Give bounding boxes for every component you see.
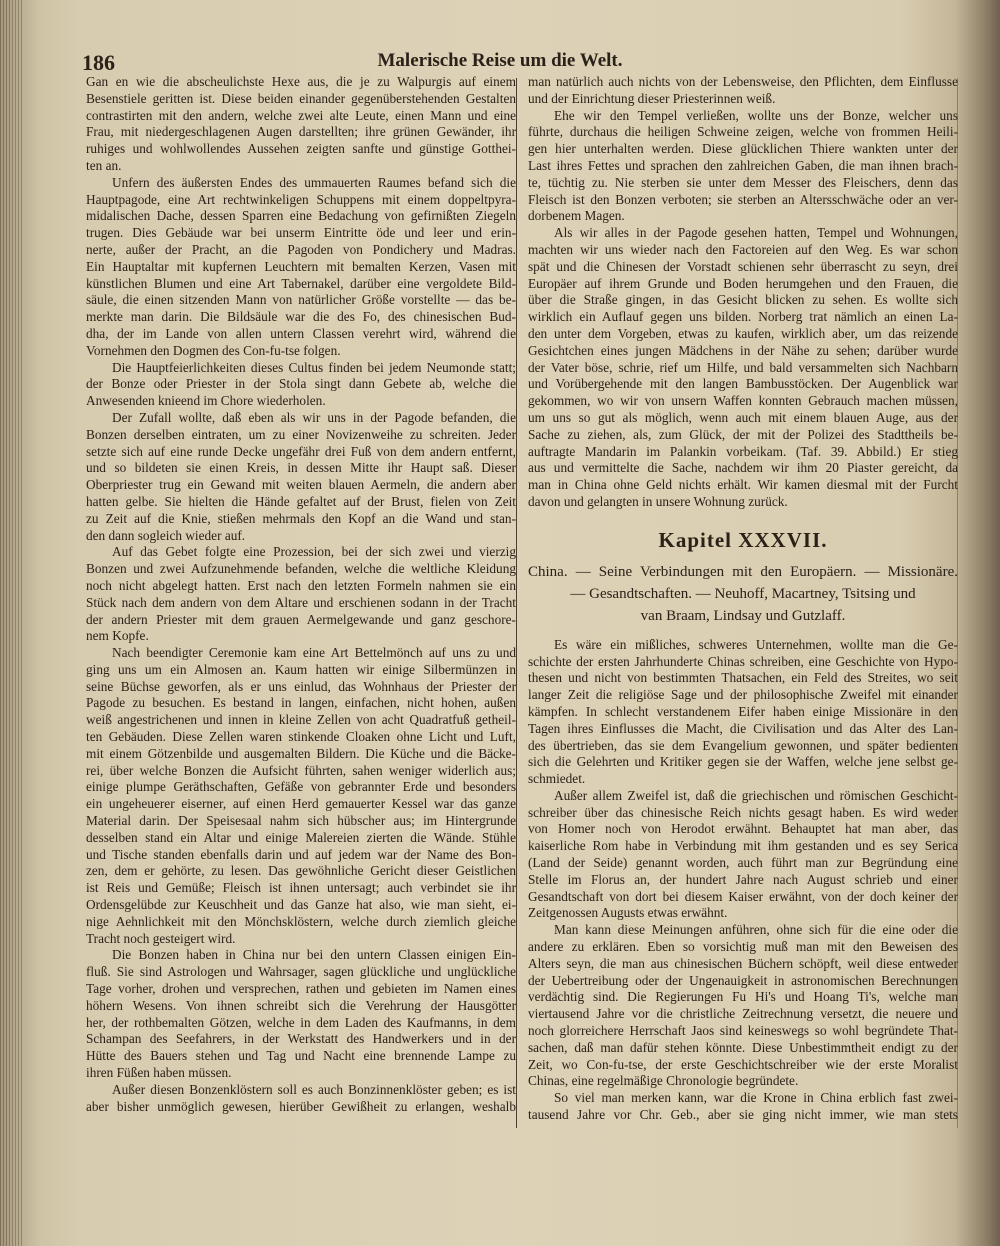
text-line: Auf das Gebet folgte eine Prozession, bei der sich zwei und vierzig <box>112 544 516 560</box>
text-line: Material darin. Der Speisesaal nahm sich hübscher aus; im Hintergrunde <box>86 813 516 829</box>
text-line: Hütte des Bauers stehen und Tag und Nacht eine brennende Lampe zu <box>86 1048 516 1064</box>
text-line: desselben stand ein Altar und einige Malereien zierten die Wände. Stühle <box>86 829 516 845</box>
text-line: der andern Priester mit dem grauen Aermelgewande und ganz geschore- <box>86 611 516 627</box>
text-line: und der Einrichtung dieser Priesterinnen weiß. <box>528 90 776 106</box>
column-divider <box>516 78 517 1128</box>
text-line: wirklich ein Auflauf gegen uns bilden. Norberg trat nämlich an einen La- <box>528 309 958 325</box>
text-line: Last ihres Fettes und sprachen den zahlreichen Gaben, die man ihnen brach- <box>528 157 958 173</box>
paragraph <box>86 645 516 947</box>
text-line: Anwesenden knieend im Chore wiederholen. <box>86 393 326 409</box>
text-line: langer Zeit die religiöse Sage und der philosophische Zweifel mit einander <box>528 687 958 703</box>
paragraph <box>528 108 958 226</box>
text-line: setzte sich auf eine runde Decke ungefähr drei Fuß von dem andern entfernt, <box>86 443 516 459</box>
text-line: nem Kopfe. <box>86 628 149 644</box>
text-line: Unfern des äußersten Endes des ummauerten Raumes befand sich die <box>112 174 516 190</box>
text-line: den unter dem Vorgeben, etwas zu kaufen, wirklich aber, um das reizende <box>528 325 958 341</box>
text-line: Die Bonzen haben in China nur bei den untern Classen einigen Ein- <box>112 947 516 963</box>
text-line: thesen und nicht von bestimmten Thatsachen, ein Feld des Streites, wo seit <box>528 670 958 686</box>
text-line: Zeit, wo Con-fu-tse, der erste Geschichtschreiber wie der erste Moralist <box>528 1056 958 1072</box>
paragraph <box>528 637 958 788</box>
right-column-text-after <box>528 637 958 1124</box>
paragraph <box>86 74 516 175</box>
paragraph <box>86 410 516 544</box>
text-line: und Vorübergehende mit den langen Bambusstöcken. Der Augenblick war <box>528 376 958 392</box>
text-line: dha, der im Lande von allen untern Classen verehrt wird, während die <box>86 325 516 341</box>
left-column <box>86 74 516 1115</box>
text-line: man natürlich auch nichts von der Lebensweise, den Pflichten, dem Einflusse <box>528 74 958 89</box>
text-line: aus und vermittelte die Sache, nachdem wir ihm 20 Piaster gereicht, da <box>528 460 958 476</box>
text-line: Gesichtchen eines jungen Mädchens in der Nähe zu sehen; darüber wurde <box>528 342 958 358</box>
text-line: fluß. Sie sind Astrologen und Wahrsager, sagen glückliche und unglückliche <box>86 964 516 980</box>
text-line: führte, durchaus die heiligen Schweine zeigen, welche von frommen Heili- <box>528 124 958 140</box>
text-line: Gesandtschaft von dort bei diesem Kaiser erwähnt, von der doch keiner der <box>528 888 958 904</box>
text-line: contrastirten mit den andern, welche zwei alte Leute, einen Mann und eine <box>86 107 516 123</box>
text-line: gekommen, wo wir von unsern Waffen konnten Gebrauch machen müssen, <box>528 393 958 409</box>
text-line: man in China ohne Geld nichts erhält. Wir kamen diesmal mit der Furcht <box>528 477 958 493</box>
text-line: Es wäre ein mißliches, schweres Unternehmen, wollte man die Ge- <box>554 636 958 652</box>
text-line: der Vater böse, schrie, rief um Hilfe, und bald versammelten sich Nachbarn <box>528 359 958 375</box>
text-line: Frau, mit niedergeschlagenen Augen darstellten; ihre grünen Gewänder, ihr <box>86 124 516 140</box>
text-line: weiß angestrichenen und innen in kleine Zellen von acht Quadratfuß getheil- <box>86 712 516 728</box>
right-column <box>528 74 958 1124</box>
text-line: midalischen Dache, dessen Sparren eine Bedachung von gefirnißten Ziegeln <box>86 208 516 224</box>
text-line: Stück nach dem andern von dem Altare und erschienen sodann in der Tracht <box>86 594 516 610</box>
paragraph <box>86 544 516 645</box>
text-line: seine Büchse geworfen, als er uns einlud, das Wohnhaus der Priester der <box>86 678 516 694</box>
text-line: den dann sogleich wieder auf. <box>86 527 246 543</box>
text-line: ein ungeheuerer eiserner, auf einen Herd gemauerter Kessel war das ganze <box>86 796 516 812</box>
text-line: schreiber über das chinesische Reich nichts gesagt haben. Es wird weder <box>528 804 958 820</box>
text-line: schmiedet. <box>528 771 586 787</box>
text-line: und Tische standen ebenfalls darin und auf jedem war der Name des Bon- <box>86 846 516 862</box>
chapter-heading: Kapitel XXXVII. <box>658 527 828 552</box>
text-line: kämpfen. In schlecht verstandenem Eifer haben einige Missionäre in den <box>528 703 958 719</box>
text-line: der Uebertreibung oder der Ungenauigkeit in astronomischen Berechnungen <box>528 972 958 988</box>
text-line: Hauptpagode, eine Art rechtwinkeligen Schuppens mit einem doppeltpyra- <box>86 191 516 207</box>
text-line: hatten gelbe. Sie hielten die Hände gefaltet auf der Brust, fielen von Zeit <box>86 493 516 509</box>
text-line: höhern Wesens. Von ihnen schreibt sich die Verehrung der Hausgötter <box>86 997 516 1013</box>
text-line: Nach beendigter Ceremonie kam eine Art Bettelmönch auf uns zu und <box>112 645 516 661</box>
page-number: 186 <box>82 50 115 75</box>
text-line: spät und die Chinesen der Vorstadt schienen sehr überrascht zu seyn, drei <box>528 258 958 274</box>
text-line: zu Zeit auf die Knie, stießen mehrmals den Kopf an die Wand und stan- <box>86 510 516 526</box>
text-line: Ehe wir den Tempel verließen, wollte uns der Bonze, welcher uns <box>554 107 958 123</box>
text-line: Die Hauptfeierlichkeiten dieses Cultus finden bei jedem Neumonde statt; <box>112 359 516 375</box>
text-line: Besenstiele geritten ist. Diese beiden einander gegenüberstehenden Gestalten <box>86 90 516 106</box>
text-line: Der Zufall wollte, daß eben als wir uns in der Pagode befanden, die <box>112 409 516 425</box>
text-line: Tracht noch gesteigert wird. <box>86 930 236 946</box>
chapter-subtitle-line: van Braam, Lindsay und Gutzlaff. <box>640 607 846 624</box>
text-line: Tage vorher, drohen und versprechen, rathen und gebieten im Namen eines <box>86 981 516 997</box>
text-line: sachen, daß man dafür stehen könnte. Diese Unbestimmtheit endigt zu der <box>528 1039 958 1055</box>
text-line: nerte, außer der Pracht, an die Pagoden von Pondichery und Madras. <box>86 241 516 257</box>
text-line: aber bisher unmöglich gewesen, hierüber Gewißheit zu erlangen, weshalb <box>86 1098 516 1114</box>
text-line: tausend Jahre vor Chr. Geb., aber sie ging nicht immer, wie man stets <box>528 1107 958 1123</box>
text-line: Außer allem Zweifel ist, daß die griechischen und römischen Geschicht- <box>554 787 958 803</box>
text-line: nige Aehnlichkeit mit den Mönchsklöstern, welche durch ziemlich gleiche <box>86 913 516 929</box>
text-line: zen, dem er gehörte, zu lesen. Das gewöhnliche Gericht dieser Geistlichen <box>86 863 516 879</box>
text-line: Ordensgelübde zur Keuschheit und das Ganze hat also, wie man sieht, ei- <box>86 897 516 913</box>
paragraph <box>528 1090 958 1124</box>
text-line: ihren Füßen haben müssen. <box>86 1065 232 1081</box>
text-line: Bonzen derselben eintraten, um zu einer Novizenweihe zu schreiten. Jeder <box>86 426 516 442</box>
text-line: So viel man merken kann, war die Krone in China erblich fast zwei- <box>554 1090 958 1106</box>
text-line: Gan en wie die abscheulichste Hexe aus, die je zu Walpurgis auf einem <box>86 74 516 89</box>
text-line: ging uns um ein Almosen an. Kaum hatten wir einige Silbermünzen in <box>86 661 516 677</box>
text-line: schichte der ersten Jahrhunderte Chinas schreiben, eine Geschichte von Hypo- <box>528 653 958 669</box>
text-line: einige plumpe Geräthschaften, Gefäße von gebrannter Erde und besonders <box>86 779 516 795</box>
paragraph <box>528 788 958 922</box>
text-line: Ein Hauptaltar mit kupfernen Leuchtern mit bemalten Kerzen, Vasen mit <box>86 258 516 274</box>
text-line: Zeitgenossen Augusts etwas erwähnt. <box>528 905 728 921</box>
text-line: säule, die einen sitzenden Mann von natürlicher Größe vorstellte — das be- <box>86 292 516 308</box>
text-line: (Land der Seide) genannt worden, auch führt man zur Begründung eine <box>528 855 958 871</box>
text-line: Bonzen und zwei Aufzunehmende befanden, welche die weltliche Kleidung <box>86 561 516 577</box>
text-line: von Homer noch von Herodot erwähnt. Behauptet hat man aber, das <box>528 821 958 837</box>
text-line: des übertrieben, das sie dem Evangelium gewonnen, und später bedienten <box>528 737 958 753</box>
text-line: machten wir uns wieder nach den Factoreien auf den Weg. Es war schon <box>528 241 958 257</box>
text-line: noch nicht abgelegt hatten. Erst nach den letzten Formeln nahmen sie ein <box>86 577 516 593</box>
text-line: dorbenem Magen. <box>528 208 625 224</box>
paragraph <box>528 74 958 108</box>
text-line: Chinas, eine regelmäßige Chronologie begründete. <box>528 1073 799 1089</box>
text-line: verdächtig sind. Die Regierungen Fu Hi's und Hoang Ti's, welche man <box>528 989 958 1005</box>
text-line: auftragte Mandarin im Palankin vorbeikam. (Taf. 39. Abbild.) Er stieg <box>528 443 958 459</box>
text-line: andere zu erklären. Eben so vorsichtig muß man mit den Beweisen des <box>528 939 958 955</box>
text-line: der Bonze oder Priester in der Stola singt dann Gebete ab, welche die <box>86 376 516 392</box>
paragraph <box>86 1082 516 1116</box>
text-line: Stelle im Florus an, der hundert Jahre nach August schrieb und einer <box>528 871 958 887</box>
text-line: Oberpriester trug ein Gewand mit weiten blauen Aermeln, die andern aber <box>86 477 516 493</box>
text-line: sich die Gelehrten und Kritiker gegen sie der Waffen, welche jene selbst ge- <box>528 754 958 770</box>
paragraph <box>528 922 958 1090</box>
text-line: Schampan des Seefahrers, in der Werkstatt des Handwerkers und in der <box>86 1031 516 1047</box>
paragraph <box>86 947 516 1081</box>
text-line: Europäer auf ihrem Grunde und Boden herumgehen und den Frauen, die <box>528 275 958 291</box>
chapter-subtitle-line: China. — Seine Verbindungen mit den Europäern. — Missionäre. <box>528 563 958 580</box>
text-line: ist Reis und Gemüße; Fleisch ist ihnen untersagt; auch verbindet sie ihr <box>86 880 516 896</box>
text-line: um uns so gut als möglich, wenn auch mit einem blauen Auge, aus der <box>528 409 958 425</box>
paragraph <box>86 175 516 360</box>
text-line: Pagode zu besuchen. Es bestand in langen, einfachen, nicht hohen, außen <box>86 695 516 711</box>
text-line: merkte man darin. Die Bildsäule war die des Fo, des chinesischen Bud- <box>86 309 516 325</box>
text-line: trugen. Dies Gebäude war bei unserm Eintritte öde und leer und erin- <box>86 225 516 241</box>
right-column-text-before <box>528 74 958 511</box>
text-line: davon und gelangten in unsere Wohnung zurück. <box>528 493 788 509</box>
text-line: ruhiges und wohlwollendes Aussehen zeigten sanfte und günstige Gotthei- <box>86 141 516 157</box>
text-line: Sache zu ziehen, als, zum Glück, der mit der Polizei des Stadttheils be- <box>528 426 958 442</box>
paragraph <box>86 360 516 410</box>
chapter-subtitle <box>528 561 958 627</box>
text-line: kaiserliche Rom habe in Verbindung mit ihm gestanden und es sey Serica <box>528 838 958 854</box>
text-line: künstlichen Blumen und eine Art Tabernakel, darüber eine vergoldete Bild- <box>86 275 516 291</box>
text-line: Vornehmen den Dogmen des Con-fu-tse folgen. <box>86 342 341 358</box>
page-stack-edge <box>0 0 22 1246</box>
text-line: mit einem Götzenbilde und ausgemalten Bildern. Die Küche und die Bäcke- <box>86 745 516 761</box>
text-line: gen hier unterhalten werden. Diese glücklichen Thiere wankten unter der <box>528 141 958 157</box>
text-line: über die Straße gingen, in das Gesicht blicken zu sehen. Es wollte sich <box>528 292 958 308</box>
text-line: Man kann diese Meinungen anführen, ohne sich für die eine oder die <box>554 922 958 938</box>
text-line: Außer diesen Bonzenklöstern soll es auch Bonzinnenklöster geben; es ist <box>112 1081 516 1097</box>
text-line: rei, über welche Bonzen die Aufsicht führten, sahen weniger widerlich aus; <box>86 762 516 778</box>
text-line: Fleisch ist den Bonzen verboten; sie sterben an Altersschwäche oder an ver- <box>528 191 958 207</box>
text-line: noch glorreichere Herrschaft Jaos sind keineswegs so wohl begründete That- <box>528 1023 958 1039</box>
text-line: ten Gebäuden. Diese Zellen waren stinkende Cloaken ohne Licht und Luft, <box>86 729 516 745</box>
text-line: und so bildeten sie einen Kreis, in dessen Mitte ihr Haupt saß. Dieser <box>86 460 516 476</box>
running-title: Malerische Reise um die Welt. <box>377 50 623 71</box>
text-line: Tagen ihres Einflusses die Macht, die Civilisation und das Alter des Lan- <box>528 720 958 736</box>
text-line: Alters seyn, die man aus chinesischen Büchern schöpft, weil diese entweder <box>528 955 958 971</box>
text-line: te, tüchtig zu. Nie sterben sie unter dem Messer des Fleischers, denn das <box>528 174 958 190</box>
text-line: her, der rothbemalten Götzen, welche in dem Laden des Kaufmanns, in dem <box>86 1014 516 1030</box>
text-line: viertausend Jahre vor die christliche Zeitrechnung versetzt, die neuere und <box>528 1006 958 1022</box>
text-line: ten an. <box>86 157 122 173</box>
text-line: Als wir alles in der Pagode gesehen hatten, Tempel und Wohnungen, <box>554 225 958 241</box>
paragraph <box>528 225 958 511</box>
chapter-subtitle-line: — Gesandtschaften. — Neuhoff, Macartney, Tsitsing und <box>570 585 916 602</box>
